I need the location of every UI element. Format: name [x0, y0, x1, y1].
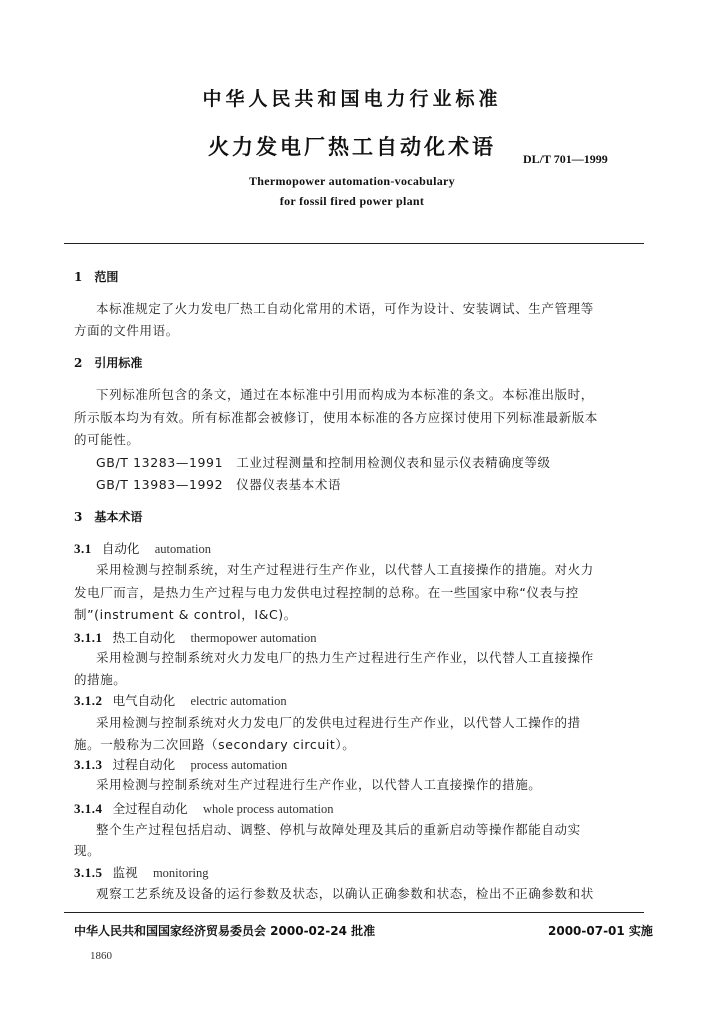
term-cn: 过程自动化 [112, 757, 176, 772]
document-title-cn: 火力发电厂热工自动化术语 [208, 134, 496, 159]
term-entry-3-1 [74, 538, 211, 557]
term-number: 3.1.5 [74, 865, 103, 880]
header-divider [64, 243, 644, 244]
body-line: 观察工艺系统及设备的运行参数及状态，以确认正确参数和状态，检出不正确参数和状 [96, 886, 594, 901]
term-number: 3.1.4 [74, 801, 103, 816]
footer-divider [64, 912, 644, 913]
body-line: 发电厂而言，是热力生产过程与电力发供电过程控制的总称。在一些国家中称“仪表与控 [74, 585, 579, 600]
body-line: 所示版本均为有效。所有标准都会被修订，使用本标准的各方应探讨使用下列标准最新版本 [74, 410, 599, 425]
body-line: 下列标准所包含的条文，通过在本标准中引用而构成为本标准的条文。本标准出版时， [96, 387, 594, 402]
term-cn: 自动化 [101, 541, 140, 556]
term-en: whole process automation [202, 802, 334, 816]
body-line: 采用检测与控制系统，对生产过程进行生产作业，以代替人工直接操作的措施。对火力 [96, 562, 594, 577]
term-entry-3-1-4 [74, 798, 333, 817]
body-line: 采用检测与控制系统对火力发电厂的热力生产过程进行生产作业，以代替人工直接操作 [96, 650, 594, 665]
standard-type-heading: 中华人民共和国电力行业标准 [202, 88, 502, 110]
term-en: electric automation [190, 694, 287, 708]
page-number: 1860 [90, 950, 112, 962]
term-entry-3-1-1 [74, 627, 316, 646]
term-number: 3.1.1 [74, 630, 103, 645]
term-en: automation [154, 542, 211, 556]
term-number: 3.1.2 [74, 693, 103, 708]
term-entry-3-1-5 [74, 862, 209, 881]
term-cn: 热工自动化 [112, 630, 176, 645]
term-en: monitoring [152, 866, 209, 880]
reference-item: GB/T 13283—1991 工业过程测量和控制用检测仪表和显示仪表精确度等级 [96, 455, 551, 470]
section-heading-scope: 1 范围 [74, 270, 119, 284]
document-title-en-line2: for fossil fired power plant [279, 194, 425, 208]
body-line: 采用检测与控制系统对生产过程进行生产作业，以代替人工直接操作的措施。 [96, 777, 542, 792]
term-number: 3.1 [74, 541, 92, 556]
term-entry-3-1-3 [74, 754, 287, 773]
term-cn: 监视 [112, 865, 138, 880]
body-line: 方面的文件用语。 [74, 323, 179, 338]
body-line: 施。一般称为二次回路（secondary circuit）。 [74, 737, 356, 752]
body-line: 制”(instrument & control，I&C)。 [74, 607, 297, 622]
term-cn: 全过程自动化 [112, 801, 188, 816]
body-line: 的措施。 [74, 672, 127, 687]
approval-statement: 中华人民共和国国家经济贸易委员会 2000-02-24 批准 [74, 924, 376, 938]
body-line: 整个生产过程包括启动、调整、停机与故障处理及其后的重新启动等操作都能自动实 [96, 822, 581, 837]
implementation-date: 2000-07-01 实施 [548, 924, 653, 938]
term-entry-3-1-2 [74, 690, 287, 709]
section-heading-basic-terms: 3 基本术语 [74, 510, 143, 524]
body-line: 现。 [74, 843, 101, 858]
term-en: process automation [190, 758, 288, 772]
body-line: 采用检测与控制系统对火力发电厂的发供电过程进行生产作业，以代替人工操作的措 [96, 715, 581, 730]
section-heading-references: 2 引用标准 [74, 356, 143, 370]
body-line: 本标准规定了火力发电厂热工自动化常用的术语，可作为设计、安装调试、生产管理等 [96, 301, 594, 316]
term-number: 3.1.3 [74, 757, 103, 772]
term-en: thermopower automation [190, 631, 317, 645]
document-title-en-line1: Thermopower automation-vocabulary [248, 174, 455, 188]
body-line: 的可能性。 [74, 432, 140, 447]
term-cn: 电气自动化 [112, 693, 176, 708]
document-number: DL/T 701—1999 [523, 152, 608, 166]
reference-item: GB/T 13983—1992 仪器仪表基本术语 [96, 477, 342, 492]
